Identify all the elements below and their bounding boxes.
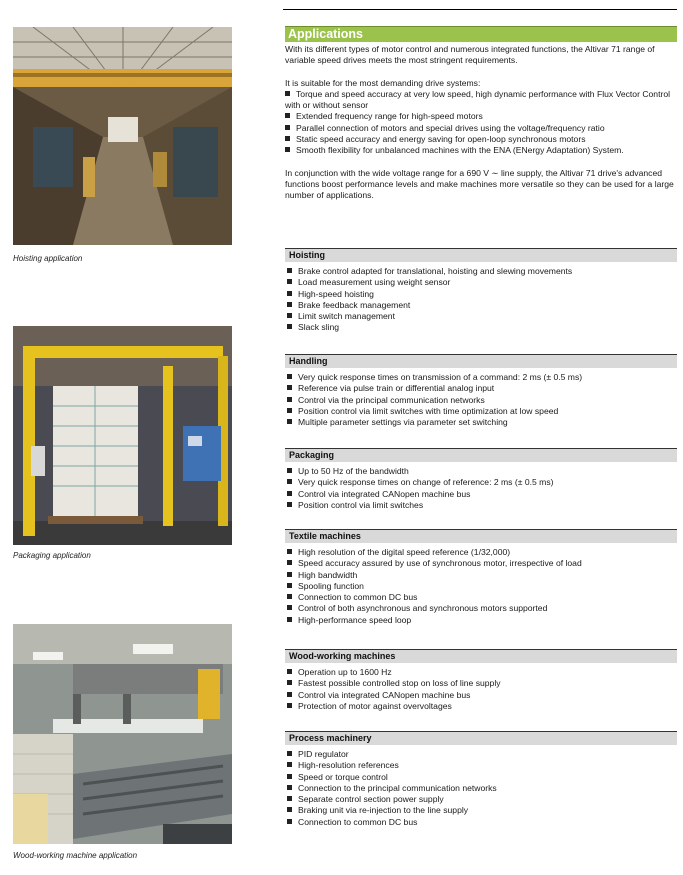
list-item: Up to 50 Hz of the bandwidth <box>287 466 677 477</box>
bullet-square-icon <box>285 147 290 152</box>
list-item: Spooling function <box>287 581 677 592</box>
bullet-square-icon <box>287 669 292 674</box>
list-item: High resolution of the digital speed reference (1/32,000) <box>287 547 677 558</box>
section-textile <box>285 529 677 626</box>
bullet-square-icon <box>287 468 292 473</box>
bullet-square-icon <box>285 136 290 141</box>
list-item: Limit switch management <box>287 311 677 322</box>
bullet-square-icon <box>287 617 292 622</box>
section-title: Handling <box>285 354 677 368</box>
list-item: Reference via pulse train or differential analog input <box>287 383 677 394</box>
bullet-square-icon <box>287 374 292 379</box>
list-item: Very quick response times on change of reference: 2 ms (± 0.5 ms) <box>287 477 677 488</box>
bullet-square-icon <box>287 774 292 779</box>
list-item: Brake feedback management <box>287 300 677 311</box>
list-item: Parallel connection of motors and special drives using the voltage/frequency ratio <box>285 123 677 134</box>
bullet-square-icon <box>287 751 292 756</box>
list-item: Multiple parameter settings via parameter set switching <box>287 417 677 428</box>
top-rule <box>283 9 677 10</box>
bullet-square-icon <box>287 291 292 296</box>
woodworking-photo <box>13 624 232 844</box>
bullet-square-icon <box>287 313 292 318</box>
list-item: Control of both asynchronous and synchronous motors supported <box>287 603 677 614</box>
hoisting-photo <box>13 27 232 245</box>
woodworking-caption: Wood-working machine application <box>13 851 138 860</box>
list-item: High-performance speed loop <box>287 615 677 626</box>
section-title: Textile machines <box>285 529 677 543</box>
packaging-photo <box>13 326 232 545</box>
bullet-square-icon <box>287 408 292 413</box>
list-item: Extended frequency range for high-speed motors <box>285 111 677 122</box>
bullet-square-icon <box>287 594 292 599</box>
list-item: Brake control adapted for translational, hoisting and slewing movements <box>287 266 677 277</box>
bullet-square-icon <box>287 703 292 708</box>
bullet-square-icon <box>287 502 292 507</box>
bullet-square-icon <box>285 91 290 96</box>
list-item: Braking unit via re-injection to the line supply <box>287 805 677 816</box>
list-item: Connection to common DC bus <box>287 592 677 603</box>
bullet-square-icon <box>287 419 292 424</box>
bullet-square-icon <box>287 279 292 284</box>
list-item: Fastest possible controlled stop on loss of line supply <box>287 678 677 689</box>
section-title: Process machinery <box>285 731 677 745</box>
applications-intro: With its different types of motor control and numerous integrated functions, the Altivar 71 range of variable speed drives meets the most stringent requirements. <box>285 44 655 66</box>
bullet-square-icon <box>287 397 292 402</box>
list-item: Smooth flexibility for unbalanced machines with the ENA (ENergy Adaptation) System. <box>285 145 677 156</box>
bullet-square-icon <box>287 819 292 824</box>
bullet-square-icon <box>287 785 292 790</box>
list-item: Very quick response times on transmission of a command: 2 ms (± 0.5 ms) <box>287 372 677 383</box>
applications-suitable: It is suitable for the most demanding drive systems: <box>285 77 481 88</box>
list-item: Control via the principal communication networks <box>287 395 677 406</box>
bullet-square-icon <box>287 491 292 496</box>
list-item: Connection to the principal communication networks <box>287 783 677 794</box>
bullet-square-icon <box>287 796 292 801</box>
list-item: Separate control section power supply <box>287 794 677 805</box>
bullet-square-icon <box>287 479 292 484</box>
section-woodworking <box>285 649 677 712</box>
section-title: Packaging <box>285 448 677 462</box>
list-item: Slack sling <box>287 322 677 333</box>
list-item: Speed accuracy assured by use of synchronous motor, irrespective of load <box>287 558 677 569</box>
packaging-caption: Packaging application <box>13 551 91 560</box>
bullet-square-icon <box>287 680 292 685</box>
list-item: Connection to common DC bus <box>287 817 677 828</box>
list-item: PID regulator <box>287 749 677 760</box>
bullet-square-icon <box>287 549 292 554</box>
list-item: High-speed hoisting <box>287 289 677 300</box>
section-handling <box>285 354 677 428</box>
list-item: Operation up to 1600 Hz <box>287 667 677 678</box>
bullet-square-icon <box>287 583 292 588</box>
list-item: Load measurement using weight sensor <box>287 277 677 288</box>
section-packaging <box>285 448 677 511</box>
bullet-square-icon <box>285 113 290 118</box>
bullet-square-icon <box>287 324 292 329</box>
list-item: Control via integrated CANopen machine bus <box>287 489 677 500</box>
bullet-square-icon <box>287 692 292 697</box>
section-title: Hoisting <box>285 248 677 262</box>
bullet-square-icon <box>287 302 292 307</box>
section-process <box>285 731 677 828</box>
bullet-square-icon <box>285 125 290 130</box>
list-item: Position control via limit switches <box>287 500 677 511</box>
section-hoisting <box>285 248 677 334</box>
list-item: Position control via limit switches with time optimization at low speed <box>287 406 677 417</box>
bullet-square-icon <box>287 560 292 565</box>
bullet-square-icon <box>287 385 292 390</box>
hoisting-caption: Hoisting application <box>13 254 83 263</box>
section-title: Wood-working machines <box>285 649 677 663</box>
list-item: Speed or torque control <box>287 772 677 783</box>
applications-heading: Applications <box>285 26 677 42</box>
bullet-square-icon <box>287 572 292 577</box>
applications-closing: In conjunction with the wide voltage range for a 690 V ∼ line supply, the Altivar 71 drive's advanced functions boost performance levels and make machines more versatile so they can be used for a large number of applications. <box>285 167 674 201</box>
list-item: Protection of motor against overvoltages <box>287 701 677 712</box>
bullet-square-icon <box>287 605 292 610</box>
list-item: High bandwidth <box>287 570 677 581</box>
bullet-square-icon <box>287 268 292 273</box>
list-item: High-resolution references <box>287 760 677 771</box>
list-item: Control via integrated CANopen machine bus <box>287 690 677 701</box>
list-item: Torque and speed accuracy at very low speed, high dynamic performance with Flux Vector Control with or without sensor <box>285 88 671 111</box>
bullet-square-icon <box>287 762 292 767</box>
list-item: Static speed accuracy and energy saving for open-loop synchronous motors <box>285 134 677 145</box>
applications-bullets <box>285 89 677 157</box>
bullet-square-icon <box>287 807 292 812</box>
content-column <box>285 26 677 202</box>
